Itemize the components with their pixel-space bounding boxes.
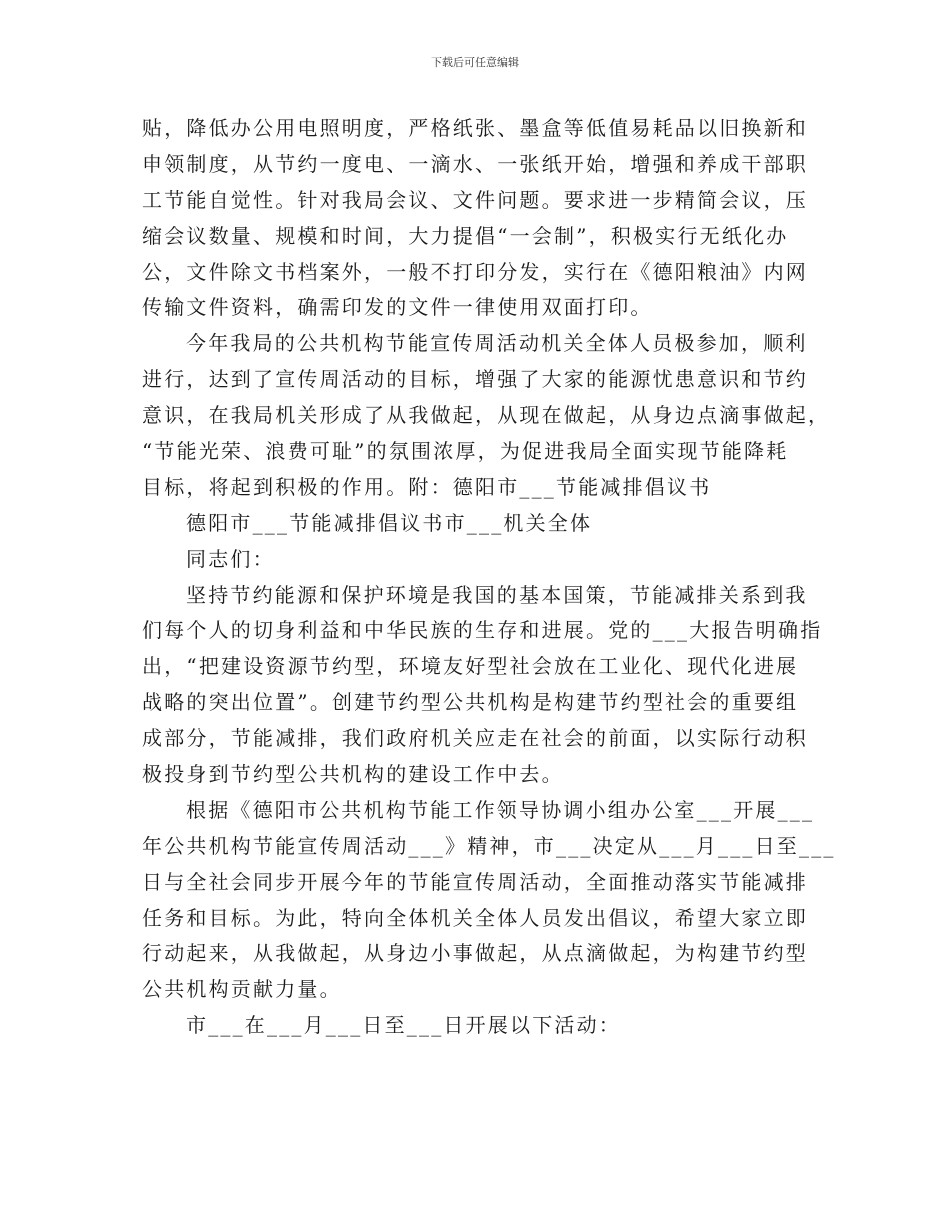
text-line: 极投身到节约型公共机构的建设工作中去。 — [142, 762, 564, 787]
text-line: 缩会议数量、规模和时间，大力提倡“一会制”，积极实行无纸化办 — [142, 223, 789, 248]
text-line: 成部分，节能减排，我们政府机关应走在社会的前面，以实际行动积 — [142, 726, 808, 751]
text-line: 同志们： — [186, 546, 275, 571]
text-line: “节能光荣、浪费可耻”的氛围浓厚，为促进我局全面实现节能降耗 — [142, 439, 789, 464]
text-line: 根据《德阳市公共机构节能工作领导协调小组办公室___开展___ — [186, 797, 815, 822]
text-line: 战略的突出位置”。创建节约型公共机构是构建节约型社会的重要组 — [142, 690, 799, 715]
text-line: 任务和目标。为此，特向全体机关全体人员发出倡议，希望大家立即 — [142, 905, 808, 930]
text-line: 工节能自觉性。针对我局会议、文件问题。要求进一步精简会议，压 — [142, 187, 808, 212]
text-line: 贴，降低办公用电照明度，严格纸张、墨盒等低值易耗品以旧换新和 — [142, 116, 808, 140]
text-line: 公共机构贡献力量。 — [142, 977, 342, 1002]
text-line: 公，文件除文书档案外，一般不打印分发，实行在《德阳粮油》内网 — [142, 259, 808, 284]
text-line: 传输文件资料，确需印发的文件一律使用双面打印。 — [142, 295, 653, 320]
text-line: 日与全社会同步开展今年的节能宣传周活动，全面推动落实节能减排 — [142, 869, 808, 894]
text-line: 坚持节约能源和保护环境是我国的基本国策，节能减排关系到我 — [186, 582, 808, 607]
text-line: 今年我局的公共机构节能宣传周活动机关全体人员极参加，顺利 — [186, 331, 808, 356]
text-line: 目标，将起到积极的作用。附：德阳市___节能减排倡议书 — [142, 474, 712, 499]
text-line: 意识，在我局机关形成了从我做起，从现在做起，从身边点滴事做起， — [142, 403, 831, 428]
text-line: 年公共机构节能宣传周活动___》精神，市___决定从___月___日至___ — [142, 833, 836, 858]
text-line: 进行，达到了宣传周活动的目标，增强了大家的能源忧患意识和节约 — [142, 367, 808, 392]
text-line: 德阳市___节能减排倡议书市___机关全体 — [186, 510, 593, 535]
text-line: 申领制度，从节约一度电、一滴水、一张纸开始，增强和养成干部职 — [142, 151, 808, 176]
text-line: 出，“把建设资源节约型，环境友好型社会放在工业化、现代化进展 — [142, 654, 799, 679]
text-line: 行动起来，从我做起，从身边小事做起，从点滴做起，为构建节约型 — [142, 941, 808, 966]
text-line: 们每个人的切身利益和中华民族的生存和进展。党的___大报告明确指 — [142, 618, 823, 643]
page-header: 下载后可任意编辑 — [431, 56, 519, 69]
text-line: 市___在___月___日至___日开展以下活动： — [186, 1013, 621, 1038]
document-body — [142, 111, 836, 1044]
